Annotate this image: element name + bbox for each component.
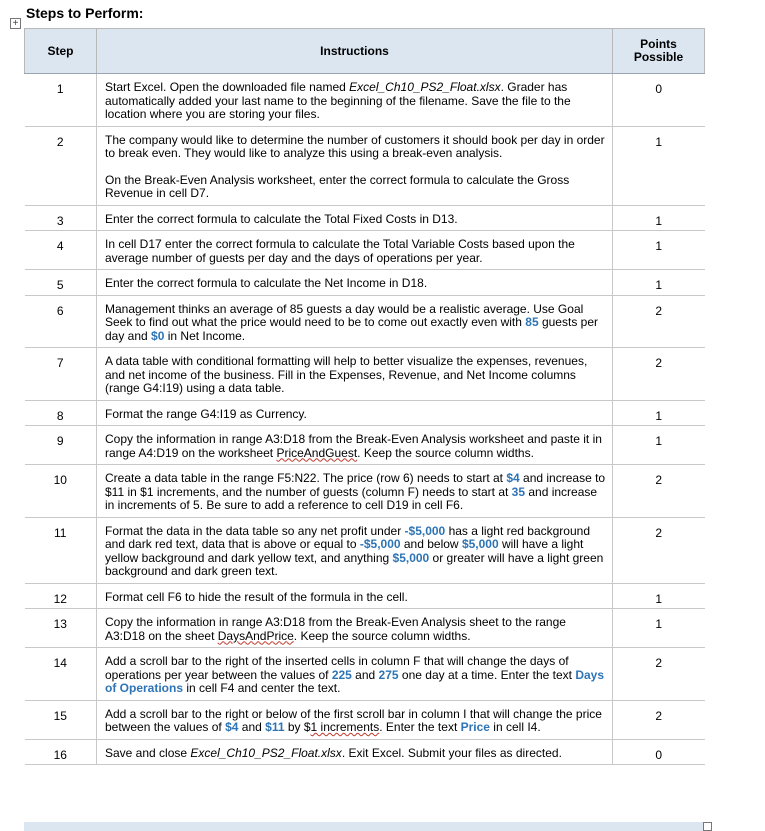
step-number: 10 bbox=[25, 465, 97, 518]
table-end-row bbox=[24, 822, 704, 831]
instruction-paragraph bbox=[105, 616, 606, 643]
step-number: 6 bbox=[25, 295, 97, 348]
highlighted-value: $5,000 bbox=[392, 550, 430, 565]
instruction-text: will have a light yellow background and dark yellow text, and anything bbox=[105, 537, 584, 565]
step-number: 9 bbox=[25, 426, 97, 465]
instruction-paragraph bbox=[105, 238, 606, 265]
step-number: 13 bbox=[25, 609, 97, 648]
instruction-text: in cell F4 and center the text. bbox=[183, 681, 341, 695]
instruction-paragraph bbox=[105, 134, 606, 161]
highlighted-value: 275 bbox=[378, 667, 399, 682]
table-row bbox=[25, 400, 705, 426]
points-value: 2 bbox=[613, 295, 705, 348]
instruction-text: or greater will have a light green background and dark green text. bbox=[105, 550, 604, 578]
instruction-text: . Grader has automatically added your last name to the beginning of the filename. Save the file to the location where you are storing your files. bbox=[105, 80, 571, 121]
points-value: 2 bbox=[613, 648, 705, 701]
step-instructions bbox=[97, 348, 613, 401]
instruction-text: and bbox=[351, 667, 379, 682]
instruction-text: in Net Income. bbox=[164, 328, 246, 343]
points-value: 1 bbox=[613, 609, 705, 648]
instruction-text: by $ bbox=[284, 720, 311, 734]
instruction-paragraph bbox=[105, 433, 606, 460]
step-instructions bbox=[97, 126, 613, 205]
step-instructions bbox=[97, 74, 613, 127]
instruction-paragraph bbox=[105, 355, 606, 396]
instruction-text: Save and close bbox=[105, 745, 191, 760]
instruction-text: . Exit Excel. Submit your files as directed. bbox=[341, 745, 562, 760]
instruction-text: Format the data in the data table so any net profit under bbox=[105, 523, 405, 538]
step-number: 15 bbox=[25, 700, 97, 739]
instruction-text: In cell D17 enter the correct formula to calculate the Total Variable Costs based upon the average number of guests per day and the days of operations per year. bbox=[105, 237, 575, 265]
instruction-paragraph bbox=[105, 174, 606, 201]
header-instructions: Instructions bbox=[97, 29, 613, 74]
step-number: 5 bbox=[25, 270, 97, 296]
step-instructions bbox=[97, 400, 613, 426]
instruction-text: A data table with conditional formatting will help to better visualize the expenses, revenues, and net income of the business. Fill in the Expenses, Revenue, and Net Income columns (range G4:I19) using a data table. bbox=[105, 354, 588, 395]
step-instructions bbox=[97, 295, 613, 348]
instruction-text: Enter the correct formula to calculate the Total Fixed Costs in D13. bbox=[105, 211, 458, 226]
step-number: 8 bbox=[25, 400, 97, 426]
instruction-text: The company would like to determine the number of customers it should book per day in order to break even. They would like to analyze this using a break-even analysis. bbox=[105, 132, 605, 160]
highlighted-value: 225 bbox=[331, 667, 352, 682]
steps-table bbox=[24, 28, 705, 765]
highlighted-value: 85 bbox=[525, 315, 539, 329]
instruction-text: On the Break-Even Analysis worksheet, enter the correct formula to calculate the Gross Revenue in cell D7. bbox=[105, 172, 570, 200]
step-number: 16 bbox=[25, 739, 97, 765]
instruction-text: has a light red background and dark red text, data that is above or equal to bbox=[105, 523, 590, 551]
highlighted-value: Days of Operations bbox=[105, 667, 605, 695]
instruction-paragraph bbox=[105, 747, 606, 761]
table-row bbox=[25, 609, 705, 648]
table-resize-handle-icon[interactable] bbox=[703, 822, 712, 831]
table-row bbox=[25, 465, 705, 518]
instruction-paragraph bbox=[105, 213, 606, 227]
table-row bbox=[25, 426, 705, 465]
points-value: 1 bbox=[613, 231, 705, 270]
file-name: Excel_Ch10_PS2_Float.xlsx bbox=[349, 80, 501, 94]
table-row bbox=[25, 295, 705, 348]
step-instructions bbox=[97, 205, 613, 231]
instruction-paragraph bbox=[105, 525, 606, 579]
step-instructions bbox=[97, 517, 613, 583]
points-value: 1 bbox=[613, 583, 705, 609]
file-name: Excel_Ch10_PS2_Float.xlsx bbox=[190, 745, 342, 760]
instruction-text: Format the range G4:I19 as Currency. bbox=[105, 406, 307, 421]
points-value: 1 bbox=[613, 270, 705, 296]
instruction-paragraph bbox=[105, 655, 606, 696]
spellcheck-flagged-text: 1 increments bbox=[310, 720, 380, 734]
table-row bbox=[25, 205, 705, 231]
table-row bbox=[25, 126, 705, 205]
instruction-text: . Enter the text bbox=[379, 720, 461, 734]
points-value: 1 bbox=[613, 205, 705, 231]
instruction-text: Start Excel. Open the downloaded file named bbox=[105, 80, 350, 94]
instruction-paragraph bbox=[105, 81, 606, 122]
step-instructions bbox=[97, 739, 613, 765]
points-value: 2 bbox=[613, 700, 705, 739]
highlighted-value: Price bbox=[460, 720, 490, 734]
highlighted-value: 35 bbox=[511, 484, 526, 499]
step-number: 4 bbox=[25, 231, 97, 270]
highlighted-value: -$5,000 bbox=[404, 523, 446, 538]
table-move-handle-icon[interactable]: + bbox=[10, 18, 21, 29]
step-instructions bbox=[97, 465, 613, 518]
step-instructions bbox=[97, 700, 613, 739]
highlighted-value: $4 bbox=[506, 471, 520, 485]
step-number: 11 bbox=[25, 517, 97, 583]
table-row bbox=[25, 517, 705, 583]
points-value: 1 bbox=[613, 400, 705, 426]
page-title: Steps to Perform: bbox=[26, 5, 144, 21]
instruction-text: and increase to $11 in $1 increments, and the number of guests (column F) needs to start at bbox=[105, 471, 606, 499]
instruction-text: Create a data table in the range F5:N22. The price (row 6) needs to start at bbox=[105, 471, 507, 485]
table-row bbox=[25, 583, 705, 609]
step-instructions bbox=[97, 583, 613, 609]
table-row bbox=[25, 231, 705, 270]
instruction-text: . Keep the source column widths. bbox=[293, 628, 471, 643]
step-instructions bbox=[97, 270, 613, 296]
spellcheck-flagged-text: PriceAndGuest bbox=[276, 445, 358, 460]
instruction-text: Copy the information in range A3:D18 from the Break-Even Analysis worksheet and paste it in range A4:D19 on the worksheet bbox=[105, 432, 602, 460]
table-header-row bbox=[25, 29, 705, 74]
instruction-text: one day at a time. Enter the text bbox=[398, 667, 576, 682]
instruction-paragraph bbox=[105, 708, 606, 735]
instruction-text: Add a scroll bar to the right of the inserted cells in column F that will change the days of operations per year between the values of bbox=[105, 654, 569, 682]
instruction-text: Format cell F6 to hide the result of the formula in the cell. bbox=[105, 589, 408, 604]
instruction-text: Enter the correct formula to calculate the Net Income in D18. bbox=[105, 276, 428, 290]
instruction-paragraph bbox=[105, 472, 606, 513]
instruction-text: and increase in increments of 5. Be sure to add a reference to cell D19 in cell F6. bbox=[105, 484, 598, 512]
table-row bbox=[25, 700, 705, 739]
step-number: 2 bbox=[25, 126, 97, 205]
instruction-text: in cell I4. bbox=[489, 720, 541, 734]
header-points-label: Points Possible bbox=[633, 37, 684, 64]
table-row bbox=[25, 74, 705, 127]
step-number: 3 bbox=[25, 205, 97, 231]
step-instructions bbox=[97, 426, 613, 465]
spellcheck-flagged-text: DaysAndPrice bbox=[217, 628, 294, 643]
table-row bbox=[25, 270, 705, 296]
instruction-paragraph bbox=[105, 591, 606, 605]
highlighted-value: $11 bbox=[265, 720, 285, 734]
instruction-paragraph bbox=[105, 408, 606, 422]
instruction-paragraph bbox=[105, 303, 606, 344]
step-number: 7 bbox=[25, 348, 97, 401]
points-value: 1 bbox=[613, 426, 705, 465]
instruction-text: guests per day and bbox=[105, 315, 598, 343]
table-row bbox=[25, 648, 705, 701]
step-number: 1 bbox=[25, 74, 97, 127]
instruction-text: and bbox=[238, 720, 266, 734]
step-instructions bbox=[97, 648, 613, 701]
points-value: 2 bbox=[613, 517, 705, 583]
step-instructions bbox=[97, 609, 613, 648]
header-points bbox=[613, 29, 705, 74]
step-number: 14 bbox=[25, 648, 97, 701]
highlighted-value: $5,000 bbox=[461, 537, 499, 551]
step-number: 12 bbox=[25, 583, 97, 609]
table-row bbox=[25, 348, 705, 401]
instruction-paragraph bbox=[105, 277, 606, 291]
highlighted-value: $4 bbox=[225, 720, 239, 734]
instruction-text: . Keep the source column widths. bbox=[357, 445, 534, 460]
highlighted-value: $0 bbox=[151, 328, 165, 343]
points-value: 2 bbox=[613, 348, 705, 401]
instruction-text: Copy the information in range A3:D18 from the Break-Even Analysis sheet to the range A3:D18 on the sheet bbox=[105, 615, 566, 643]
highlighted-value: -$5,000 bbox=[359, 537, 401, 551]
points-value: 0 bbox=[613, 739, 705, 765]
points-value: 2 bbox=[613, 465, 705, 518]
step-instructions bbox=[97, 231, 613, 270]
instruction-text: and below bbox=[400, 537, 462, 551]
points-value: 0 bbox=[613, 74, 705, 127]
table-row bbox=[25, 739, 705, 765]
header-step: Step bbox=[25, 29, 97, 74]
instruction-text: Management thinks an average of 85 guests a day would be a realistic average. Use Goal Seek to find out what the price would need to be to come out exactly even with bbox=[105, 301, 584, 329]
instruction-text: Add a scroll bar to the right or below of the first scroll bar in column I that will change the price between the values of bbox=[105, 706, 602, 734]
points-value: 1 bbox=[613, 126, 705, 205]
